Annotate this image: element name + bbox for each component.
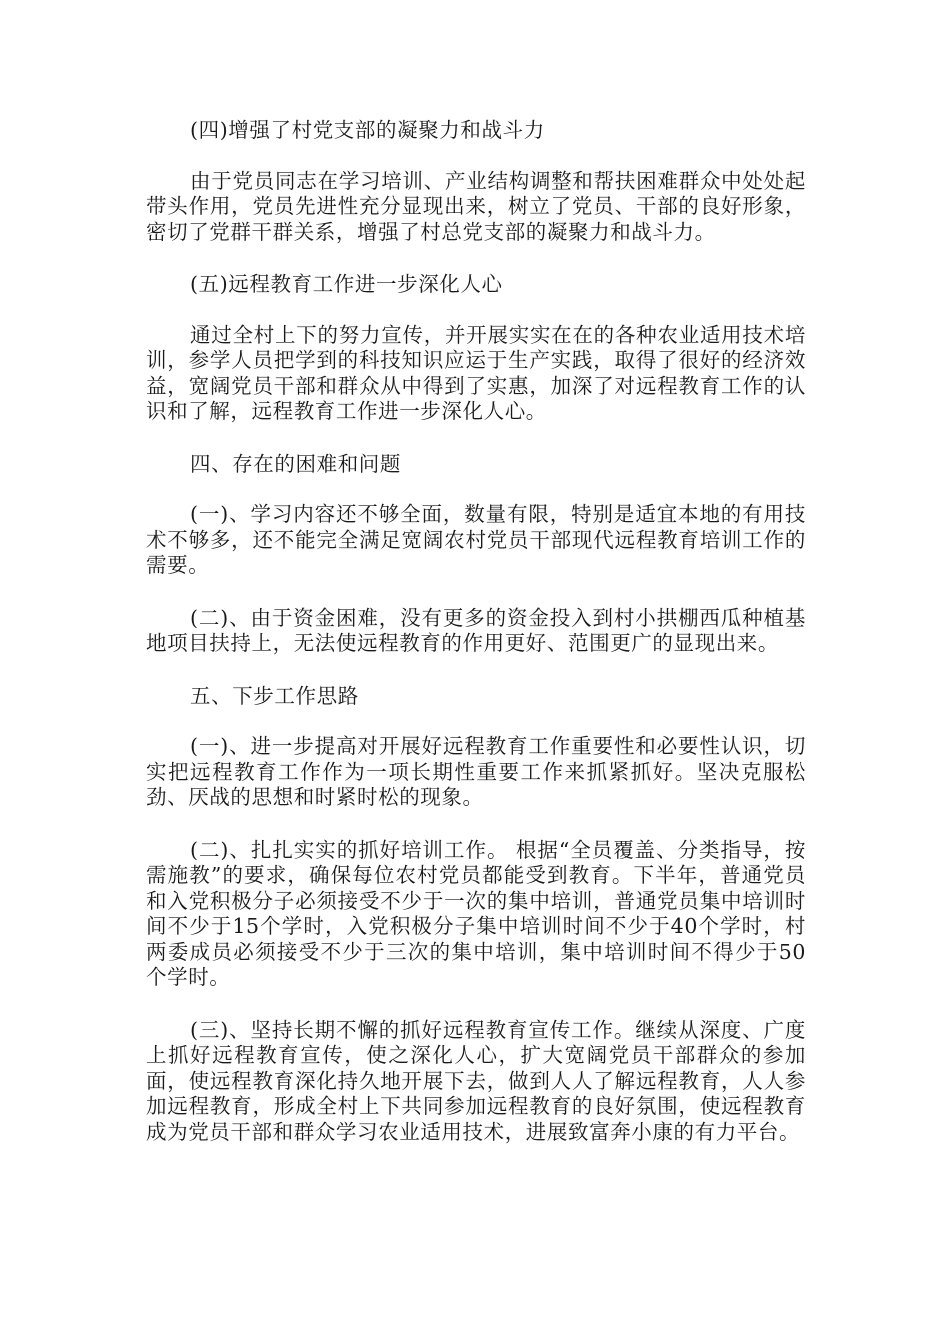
paragraph-remote-education: 通过全村上下的努力宣传，并开展实实在在的各种农业适用技术培训，参学人员把学到的科技知识应运于生产实践，取得了很好的经济效益，宽阔党员干部和群众从中得到了实惠，加深了对远程教育工作的认识和了解，远程教育工作进一步深化人心。 <box>146 322 806 423</box>
section-heading-5: (五)远程教育工作进一步深化人心 <box>190 272 503 296</box>
paragraph-cohesion: 由于党员同志在学习培训、产业结构调整和帮扶困难群众中处处起带头作用，党员先进性充分显现出来，树立了党员、干部的良好形象，密切了党群干群关系，增强了村总党支部的凝聚力和战斗力。 <box>146 168 806 244</box>
section-heading-4: (四)增强了村党支部的凝聚力和战斗力 <box>190 118 545 142</box>
section-heading-difficulties: 四、存在的困难和问题 <box>190 451 401 476</box>
section-heading-next-steps: 五、下步工作思路 <box>190 683 359 708</box>
document-page <box>146 118 806 1172</box>
paragraph-next-step-3: (三)、坚持长期不懈的抓好远程教育宣传工作。继续从深度、广度上抓好远程教育宣传，使之深化人心，扩大宽阔党员干部群众的参加面，使远程教育深化持久地开展下去，做到人人了解远程教育，人人参加远程教育，形成全村上下共同参加远程教育的良好氛围，使远程教育成为党员干部和群众学习农业适用技术，进展致富奔小康的有力平台。 <box>146 1017 806 1144</box>
paragraph-next-step-2: (二)、扎扎实实的抓好培训工作。 根据“全员覆盖、分类指导，按需施教”的要求，确保每位农村党员都能受到教育。下半年，普通党员和入党积极分子必须接受不少于一次的集中培训，普通党员集中培训时间不少于15个学时，入党积极分子集中培训时间不少于40个学时，村两委成员必须接受不少于三次的集中培训，集中培训时间不得少于50个学时。 <box>146 837 806 989</box>
paragraph-difficulty-2: (二)、由于资金困难，没有更多的资金投入到村小拱棚西瓜种植基地项目扶持上，无法使远程教育的作用更好、范围更广的显现出来。 <box>146 605 806 655</box>
paragraph-next-step-1: (一)、进一步提高对开展好远程教育工作重要性和必要性认识，切实把远程教育工作作为一项长期性重要工作来抓紧抓好。坚决克服松劲、厌战的思想和时紧时松的现象。 <box>146 734 806 809</box>
paragraph-difficulty-1: (一)、学习内容还不够全面，数量有限，特别是适宜本地的有用技术不够多，还不能完全满足宽阔农村党员干部现代远程教育培训工作的需要。 <box>146 502 806 577</box>
